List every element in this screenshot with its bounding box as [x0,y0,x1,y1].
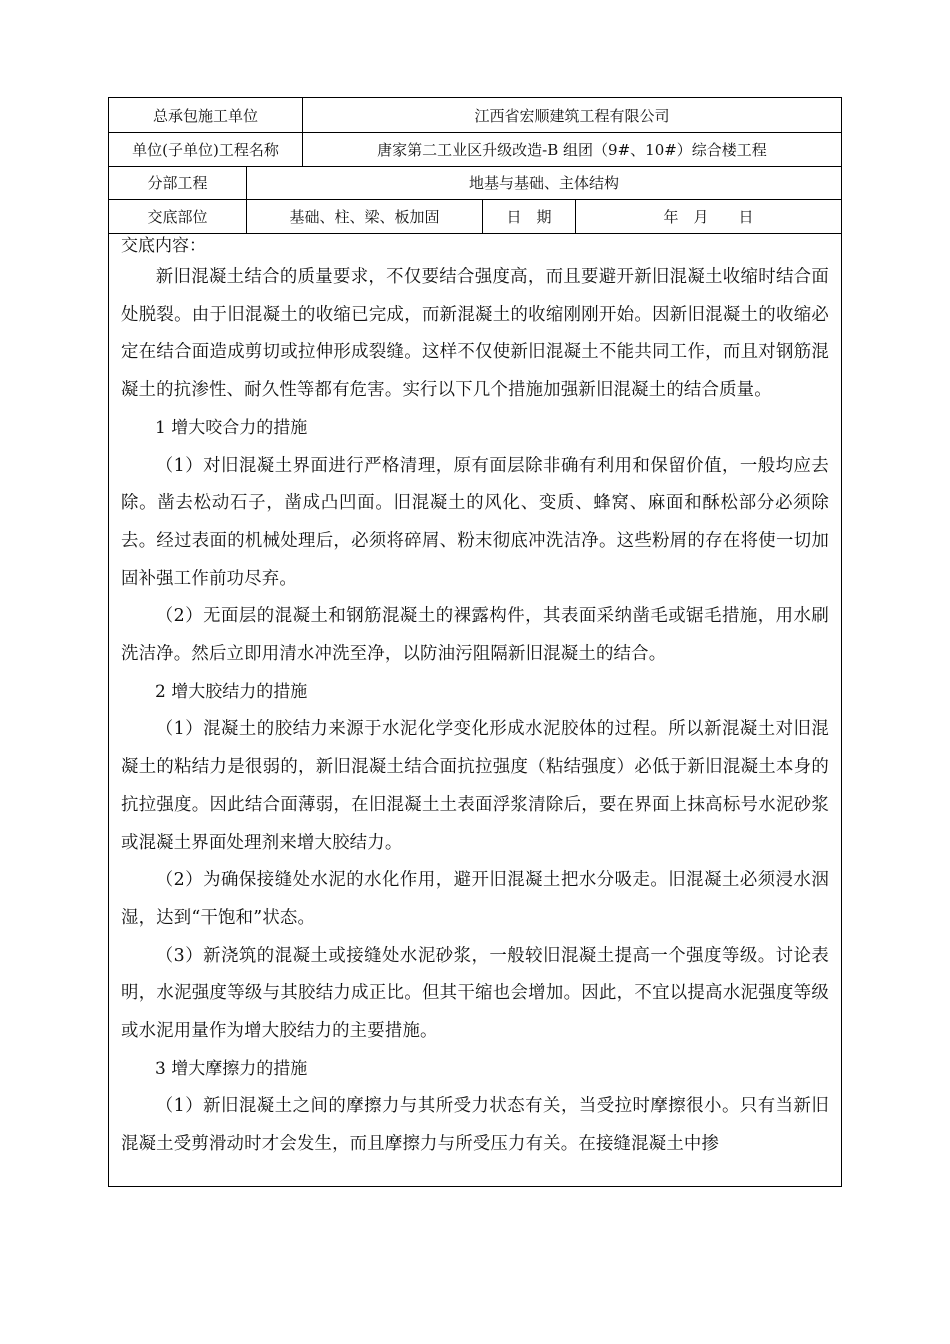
intro-paragraph: 新旧混凝土结合的质量要求，不仅要结合强度高，而且要避开新旧混凝土收缩时结合面处脱裂。由于旧混凝土的收缩已完成，而新混凝土的收缩刚刚开始。因新旧混凝土的收缩必定在结合面造成剪切或拉伸形成裂缝。这样不仅使新旧混凝土不能共同工作，而且对钢筋混凝土的抗渗性、耐久性等都有危害。实行以下几个措施加强新旧混凝土的结合质量。 [121,267,829,401]
location-value: 基础、柱、梁、板加固 [246,199,482,233]
header-row-subproject [109,166,841,200]
date-label: 日 期 [482,199,575,233]
section-2-item-2: （2）为确保接缝处水泥的水化作用，避开旧混凝土把水分吸走。旧混凝土必须浸水洇湿，达到“干饱和”状态。 [121,870,829,928]
header-row-location [109,199,841,234]
section-2-title: 2 增大胶结力的措施 [155,681,308,702]
subproject-value: 地基与基础、主体结构 [246,166,841,199]
section-1-item-2: （2）无面层的混凝土和钢筋混凝土的裸露构件，其表面采纳凿毛或锯毛措施，用水刷洗洁净。然后立即用清水冲洗至净，以防油污阻隔新旧混凝土的结合。 [121,606,829,665]
contractor-label: 总承包施工单位 [152,106,258,125]
disclosure-content [109,233,841,1186]
contractor-value: 江西省宏顺建筑工程有限公司 [302,98,841,132]
section-3-title: 3 增大摩擦力的措施 [155,1058,308,1079]
project-label: 单位(子单位)工程名称 [132,140,279,159]
section-2-item-1: （1）混凝土的胶结力来源于水泥化学变化形成水泥胶体的过程。所以新混凝土对旧混凝土的粘结力是很弱的，新旧混凝土结合面抗拉强度（粘结强度）必低于新旧混凝土本身的抗拉强度。因此结合面薄弱，在旧混凝土土表面浮浆清除后，要在界面上抹高标号水泥砂浆或混凝土界面处理剂来增大胶结力。 [121,719,829,853]
disclosure-form [108,97,842,1187]
location-label: 交底部位 [147,207,208,226]
date-value: 年 月 日 [575,199,841,233]
section-3-item-1: （1）新旧混凝土之间的摩擦力与其所受力状态有关，当受拉时摩擦很小。只有当新旧混凝土受剪滑动时才会发生，而且摩擦力与所受压力有关。在接缝混凝土中掺 [121,1096,829,1155]
section-1-item-1: （1）对旧混凝土界面进行严格清理，原有面层除非确有利用和保留价值，一般均应去除。凿去松动石子，凿成凸凹面。旧混凝土的风化、变质、蜂窝、麻面和酥松部分必须除去。经过表面的机械处理后，必须将碎屑、粉末彻底冲洗洁净。这些粉屑的存在将使一切加固补强工作前功尽弃。 [121,455,829,589]
project-value: 唐家第二工业区升级改造-B 组团（9#、10#）综合楼工程 [302,132,841,166]
content-title: 交底内容： [121,236,206,256]
header-row-project [109,132,841,167]
section-1-title: 1 增大咬合力的措施 [155,417,308,438]
section-2-item-3: （3）新浇筑的混凝土或接缝处水泥砂浆，一般较旧混凝土提高一个强度等级。讨论表明，水泥强度等级与其胶结力成正比。但其干缩也会增加。因此，不宜以提高水泥强度等级或水泥用量作为增大胶结力的主要措施。 [121,945,829,1042]
subproject-label: 分部工程 [147,174,208,192]
header-row-contractor [109,98,841,133]
